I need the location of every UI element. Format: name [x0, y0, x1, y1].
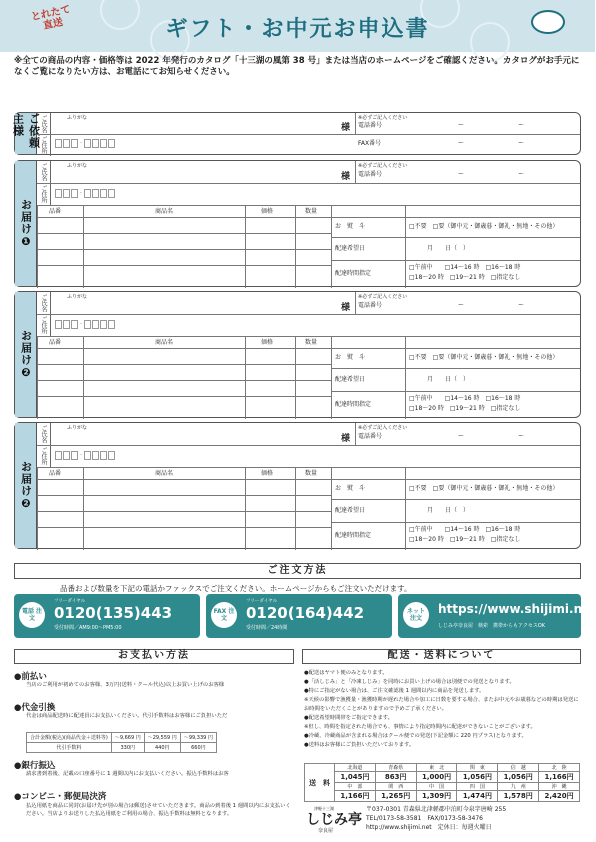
- shipping-region: 青森県: [375, 764, 416, 772]
- section-label-d2: お届け❷: [19, 329, 33, 380]
- phone-hours: 受付時間／AM9:00～PM5:00: [54, 625, 122, 631]
- logo-top: 津軽十三湖: [314, 806, 334, 811]
- shipping-fee-table: [304, 763, 580, 802]
- shipping-note: ※天候の影響で漁獲量・漁獲時期が遅れた場合や加工に日数を要する場合、またお中元やお歳暮などの時期は発送にお時間をいただくことがありますので予めご了承ください。: [304, 697, 579, 712]
- shipping-region: 四 国: [457, 783, 498, 791]
- shipping-title: 配送・送料について: [302, 649, 581, 664]
- dash: ー: [458, 140, 465, 147]
- cod-fee-table: [26, 732, 217, 753]
- catalog-notice: ※全ての商品の内容・価格等は 2022 年発行のカタログ「十三湖の風第 38 号」または当店のホームページをご確認ください。カタログがお手元になくご覧になりたい方は、お電話にてお知らせください。: [14, 56, 580, 77]
- required-note: ※必ずご記入ください: [358, 115, 408, 121]
- cod-table-cell: 440円: [144, 743, 180, 753]
- footer-address: 〒037-0301 青森県北津軽郡中泊町今泉字唐崎 255: [366, 806, 507, 813]
- furigana-label: ふりがな: [67, 115, 88, 121]
- delivery-time-options[interactable]: □午前中 □14～16 時 □16～18 時: [409, 395, 521, 402]
- item-no-header: 品番: [49, 339, 62, 346]
- payment-title: お支払い方法: [14, 649, 294, 664]
- required-note: ※必ずご記入ください: [358, 425, 408, 431]
- delivery-time-options[interactable]: □午前中 □14～16 時 □16～18 時: [409, 264, 521, 271]
- shipping-note: ●冷蔵、冷蔵商品が含まれる場合はクール便での発送(下記金額に 220 円プラス)となります。: [304, 733, 527, 739]
- shellfish-icon: [531, 10, 565, 34]
- postal-code-boxes[interactable]: -: [55, 189, 115, 198]
- qty-header: 数量: [305, 470, 318, 477]
- dash: ー: [518, 171, 525, 178]
- shipping-region: 北海道: [335, 764, 376, 772]
- order-method-title: ご注文方法: [14, 563, 581, 579]
- shipping-note: ※但し、時間を指定された場合でも、事情により指定時間内に配達ができないことがございます。: [304, 724, 536, 730]
- freedial-label: フリーダイヤル: [54, 599, 86, 604]
- cod-table-cell: 代引手数料: [27, 743, 112, 753]
- delivery-date-label: 配達希望日: [335, 507, 366, 514]
- fax-number[interactable]: 0120(164)442: [246, 604, 365, 622]
- dash: ー: [518, 140, 525, 147]
- section-label-d1: お届け❶: [19, 198, 33, 249]
- web-icon: ネット 注文: [403, 602, 429, 628]
- cod-table-header: 合計金額(税込)(商品代金＋送料等): [27, 733, 112, 743]
- shipping-region: 北 陸: [539, 764, 580, 772]
- cod-table-cell: 660円: [180, 743, 216, 753]
- convenience-text: 払込用紙を商品に同封(お届け先が別の場合は郵送)させていただきます。商品の到着後 1 週間以内にお支払いください。当店よりお送りした払込用紙をご利用の場合、振込手数料は無料となります。: [26, 803, 291, 817]
- delivery-time-options[interactable]: □午前中 □14～16 時 □16～18 時: [409, 526, 521, 533]
- shipping-note: ●配送はヤマト便のみとなります。: [304, 670, 388, 676]
- address-label: ご住所: [40, 316, 47, 334]
- shipping-price: 1,056円: [457, 772, 498, 783]
- footer-web: http://www.shijimi.net 定休日：毎週火曜日: [366, 824, 492, 831]
- qty-header: 数量: [305, 208, 318, 215]
- shipping-price: 1,578円: [498, 791, 539, 802]
- shipping-region: 九 州: [498, 783, 539, 791]
- order-method-text: 品番および数量を下記の電話かファックスでご注文ください。ホームページからもご注文いただけます。: [60, 584, 412, 593]
- delivery-section-d1: [14, 160, 581, 287]
- sama-label: 様: [341, 172, 351, 182]
- section-label-d3: お届け❷: [19, 460, 33, 511]
- delivery-date-field[interactable]: 月 日（ ）: [427, 507, 470, 514]
- shipping-price: 1,309円: [416, 791, 457, 802]
- cod-heading: ●代金引換: [14, 703, 56, 713]
- phone-label: 電話番号: [358, 302, 383, 309]
- shipping-region: 関 東: [457, 764, 498, 772]
- catchphrase: とれたて 直送: [30, 4, 72, 32]
- furigana-label: ふりがな: [67, 425, 88, 431]
- shop-logo: しじみ亭: [306, 812, 362, 828]
- shipping-note: ●送料はお客様にご負担いただいております。: [304, 742, 415, 748]
- shipping-notes: [304, 669, 582, 750]
- shipping-price: 1,166円: [539, 772, 580, 783]
- phone-order-box[interactable]: [14, 594, 200, 638]
- sama-label: 様: [341, 303, 351, 313]
- phone-label: 電話番号: [358, 122, 383, 129]
- shipping-price: 1,056円: [498, 772, 539, 783]
- furigana-label: ふりがな: [67, 294, 88, 300]
- noshi-label: お 熨 斗: [335, 485, 366, 492]
- item-name-header: 商品名: [155, 208, 174, 215]
- address-label: ご住所: [40, 185, 47, 203]
- postal-code-boxes[interactable]: -: [55, 139, 115, 148]
- shipping-price: 1,474円: [457, 791, 498, 802]
- shipping-region: 中 部: [335, 783, 376, 791]
- prepay-text: 当店のご利用が初めてのお客様、3万円(送料・クール代込)以上お買い上げのお客様: [26, 682, 225, 688]
- dash: ー: [458, 433, 465, 440]
- delivery-date-label: 配達希望日: [335, 376, 366, 383]
- delivery-section-d2: [14, 291, 581, 418]
- shipping-region: 沖 縄: [539, 783, 580, 791]
- shipping-fee-label: 送 料: [305, 764, 335, 802]
- web-search-note: しじみ亭奈良屋 検索 携帯からもアクセスOK: [438, 623, 546, 629]
- footer-telfax: TEL/0173-58-3581 FAX/0173-58-3476: [366, 815, 483, 822]
- address-label: ご住所: [40, 447, 47, 465]
- shipping-price: 1,166円: [335, 791, 376, 802]
- shipping-note: ●特にご指定がない場合は、ご注文確認後 1 週間以内に商品を発送します。: [304, 688, 485, 694]
- phone-icon: 電話 注文: [19, 602, 45, 628]
- dash: ー: [458, 171, 465, 178]
- cod-text: 代金は商品配送時に配達員にお支払いください。代引手数料はお客様にご負担いただ: [26, 713, 228, 719]
- delivery-time-options[interactable]: □18～20 時 □19～21 時 □指定なし: [409, 274, 521, 281]
- fax-hours: 受付時間／24時間: [246, 625, 288, 631]
- logo-bottom: 奈良屋: [318, 828, 334, 834]
- shipping-region: 関 西: [375, 783, 416, 791]
- cod-table-header: ～9,669 円: [111, 733, 144, 743]
- delivery-time-label: 配達時間指定: [335, 401, 372, 408]
- dash: ー: [518, 302, 525, 309]
- price-header: 価格: [261, 339, 274, 346]
- name-label: ご氏名: [40, 294, 47, 312]
- shipping-note: ●「活しじみ」と「冷凍しじみ」を同時にお買い上げの場合は別便での発送となります。: [304, 679, 515, 685]
- dash: ー: [518, 433, 525, 440]
- item-no-header: 品番: [49, 470, 62, 477]
- prepay-heading: ●前払い: [14, 672, 47, 682]
- name-label: ご氏名: [40, 114, 47, 133]
- section-label-orderer: ご依頼主様: [11, 113, 41, 149]
- address-label: ご住所: [40, 136, 47, 154]
- bank-text: 請求書到着後、記載の口座番号に 1 週間以内にお支払いください。振込手数料はお客: [26, 771, 229, 777]
- delivery-time-options[interactable]: □18～20 時 □19～21 時 □指定なし: [409, 536, 521, 543]
- web-url[interactable]: https://www.shijimi.net: [438, 602, 596, 616]
- convenience-heading: ●コンビニ・郵便局決済: [14, 792, 107, 802]
- dash: ー: [518, 122, 525, 129]
- shipping-region: 東 北: [416, 764, 457, 772]
- noshi-label: お 熨 斗: [335, 223, 366, 230]
- postal-code-boxes[interactable]: -: [55, 320, 115, 329]
- item-name-header: 商品名: [155, 339, 174, 346]
- shipping-price: 1,265円: [375, 791, 416, 802]
- header-banner: [0, 0, 595, 52]
- fax-icon: FAX 注文: [211, 602, 237, 628]
- shipping-note: ●配送希望時間帯をご指定できます。: [304, 715, 393, 721]
- furigana-label: ふりがな: [67, 163, 88, 169]
- delivery-date-field[interactable]: 月 日（ ）: [427, 376, 470, 383]
- shipping-region: 信 越: [498, 764, 539, 772]
- required-note: ※必ずご記入ください: [358, 294, 408, 300]
- cod-table-header: ～99,339 円: [180, 733, 216, 743]
- delivery-date-label: 配達希望日: [335, 245, 366, 252]
- shipping-price: 2,420円: [539, 791, 580, 802]
- freedial-label: フリーダイヤル: [246, 599, 278, 604]
- bank-heading: ●銀行振込: [14, 761, 56, 771]
- name-label: ご氏名: [40, 163, 47, 181]
- delivery-section-d3: [14, 422, 581, 549]
- item-name-header: 商品名: [155, 470, 174, 477]
- delivery-time-options[interactable]: □18～20 時 □19～21 時 □指定なし: [409, 405, 521, 412]
- required-note: ※必ずご記入ください: [358, 163, 408, 169]
- cod-table-cell: 330円: [111, 743, 144, 753]
- price-header: 価格: [261, 208, 274, 215]
- noshi-label: お 熨 斗: [335, 354, 366, 361]
- phone-label: 電話番号: [358, 171, 383, 178]
- shipping-price: 863円: [375, 772, 416, 783]
- noshi-options[interactable]: □不要 □要（御中元・御歳暮・御礼・無地・その他）: [409, 223, 559, 230]
- noshi-options[interactable]: □不要 □要（御中元・御歳暮・御礼・無地・その他）: [409, 354, 559, 361]
- delivery-date-field[interactable]: 月 日（ ）: [427, 245, 470, 252]
- page-title: ギフト・お中元お申込書: [165, 17, 430, 42]
- fax-order-box[interactable]: [206, 594, 392, 638]
- noshi-options[interactable]: □不要 □要（御中元・御歳暮・御礼・無地・その他）: [409, 485, 559, 492]
- price-header: 価格: [261, 470, 274, 477]
- item-no-header: 品番: [49, 208, 62, 215]
- shipping-price: 1,045円: [335, 772, 376, 783]
- postal-code-boxes[interactable]: -: [55, 451, 115, 460]
- phone-number[interactable]: 0120(135)443: [54, 604, 173, 622]
- sama-label: 様: [341, 434, 351, 444]
- sama-label: 様: [341, 123, 351, 133]
- dash: ー: [458, 122, 465, 129]
- dash: ー: [458, 302, 465, 309]
- orderer-section: [11, 112, 581, 155]
- cod-table-header: ～29,559 円: [144, 733, 180, 743]
- phone-label: 電話番号: [358, 433, 383, 440]
- shipping-price: 1,000円: [416, 772, 457, 783]
- delivery-time-label: 配達時間指定: [335, 270, 372, 277]
- shipping-region: 中 国: [416, 783, 457, 791]
- qty-header: 数量: [305, 339, 318, 346]
- name-label: ご氏名: [40, 425, 47, 443]
- web-order-box[interactable]: [398, 594, 596, 638]
- fax-label: FAX番号: [358, 140, 382, 147]
- delivery-time-label: 配達時間指定: [335, 532, 372, 539]
